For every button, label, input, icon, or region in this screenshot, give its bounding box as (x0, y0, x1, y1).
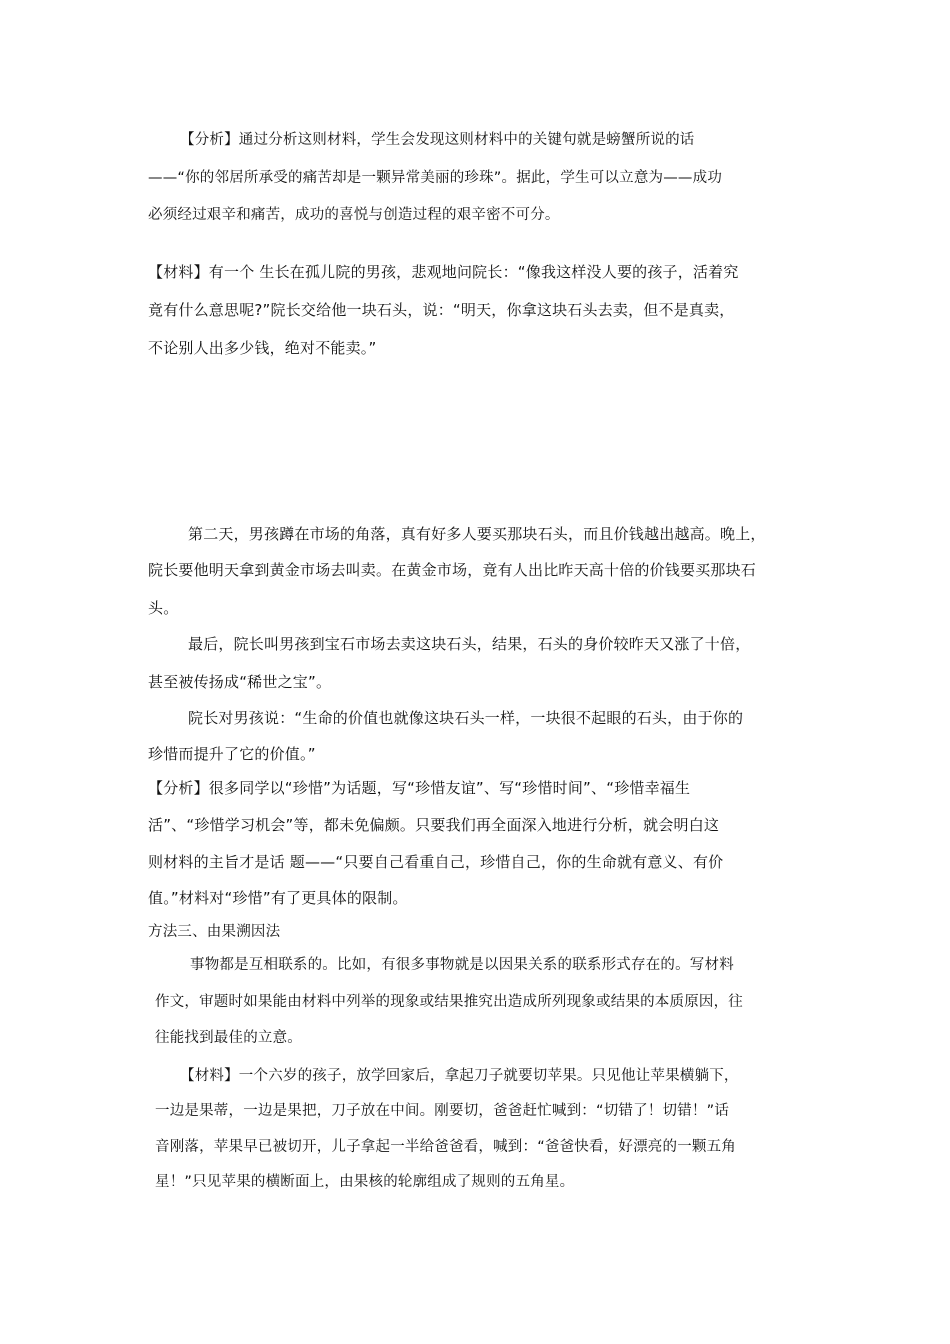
material-6-line-2: 一边是果蒂，一边是果把，刀子放在中间。刚要切，爸爸赶忙喊到：“切错了！切错！”话 (155, 1103, 730, 1119)
analysis-4-line-3: 则材料的主旨才是话 题——“只要自己看重自己，珍惜自己，你的生命就有意义、有价 (148, 853, 724, 871)
material-2-line-2: 竟有什么意思呢?”院长交给他一块石头，说：“明天，你拿这块石头去卖，但不是真卖， (148, 301, 735, 319)
analysis-4-line-1: 【分析】很多同学以“珍惜”为话题，写“珍惜友谊”、写“珍惜时间”、“珍惜幸福生 (148, 779, 691, 797)
story-line-6: 院长对男孩说：“生命的价值也就像这块石头一样，一块很不起眼的石头，由于你的 (188, 709, 744, 727)
analysis-1-line-2: ——“你的邻居所承受的痛苦却是一颗异常美丽的珍珠”。据此，学生可以立意为——成功 (148, 170, 723, 186)
analysis-4-line-4: 值。”材料对“珍惜”有了更具体的限制。 (148, 889, 408, 907)
analysis-1-line-3: 必须经过艰辛和痛苦，成功的喜悦与创造过程的艰辛密不可分。 (148, 207, 560, 223)
method-line-1: 事物都是互相联系的。比如，有很多事物就是以因果关系的联系形式存在的。写材料 (190, 957, 734, 973)
method-line-3: 往能找到最佳的立意。 (155, 1030, 302, 1046)
material-2-line-3: 不论别人出多少钱，绝对不能卖。” (148, 339, 377, 357)
material-6-line-1: 【材料】一个六岁的孩子，放学回家后，拿起刀子就要切苹果。只见他让苹果横躺下， (180, 1068, 739, 1084)
story-line-5: 甚至被传扬成“稀世之宝”。 (148, 673, 332, 691)
analysis-1-line-1: 【分析】通过分析这则材料，学生会发现这则材料中的关键句就是螃蟹所说的话 (180, 132, 695, 148)
method-line-2: 作文，审题时如果能由材料中列举的现象或结果推究出造成所列现象或结果的本质原因，往 (155, 994, 743, 1010)
material-2-line-1: 【材料】有一个 生长在孤儿院的男孩，悲观地问院长：“像我这样没人要的孩子，活着究 (148, 263, 739, 281)
story-line-4: 最后，院长叫男孩到宝石市场去卖这块石头，结果，石头的身价较昨天又涨了十倍， (188, 635, 751, 653)
story-line-3: 头。 (148, 599, 179, 617)
material-6-line-3: 音刚落，苹果早已被切开，儿子拿起一半给爸爸看，喊到：“爸爸快看，好漂亮的一颗五角 (155, 1139, 737, 1155)
material-6-line-4: 星！”只见苹果的横断面上，由果核的轮廓组成了规则的五角星。 (155, 1174, 575, 1190)
analysis-4-line-2: 活”、“珍惜学习机会”等，都未免偏颇。只要我们再全面深入地进行分析，就会明白这 (148, 816, 720, 834)
story-line-7: 珍惜而提升了它的价值。” (148, 745, 316, 763)
method-three-heading: 方法三、由果溯因法 (148, 924, 281, 940)
story-line-2: 院长要他明天拿到黄金市场去叫卖。在黄金市场，竟有人出比昨天高十倍的价钱要买那块石 (148, 561, 757, 579)
story-line-1: 第二天，男孩蹲在市场的角落，真有好多人要买那块石头，而且价钱越出越高。晚上， (188, 525, 766, 543)
